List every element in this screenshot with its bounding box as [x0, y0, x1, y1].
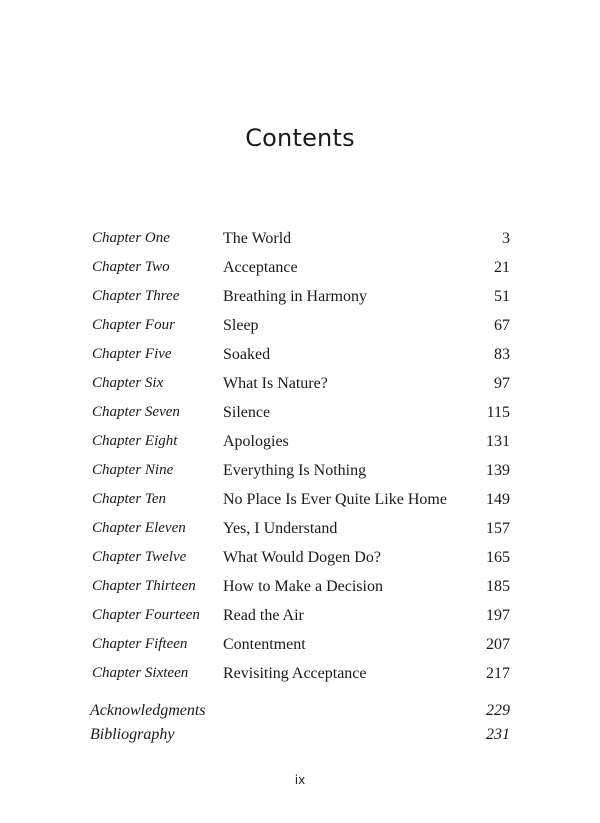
- chapter-label: Chapter Sixteen: [92, 665, 189, 681]
- chapter-label: Chapter Five: [92, 346, 172, 362]
- toc-row: [92, 398, 510, 427]
- back-matter-title: Bibliography: [90, 726, 175, 743]
- chapter-title: Revisiting Acceptance: [223, 664, 367, 682]
- back-matter-row: [90, 699, 510, 723]
- chapter-page: 115: [486, 403, 510, 421]
- chapter-title: Acceptance: [223, 258, 298, 276]
- chapter-label: Chapter Fifteen: [92, 636, 188, 652]
- chapter-title: No Place Is Ever Quite Like Home: [223, 490, 447, 508]
- chapter-page: 149: [486, 490, 510, 508]
- page-number: ix: [294, 773, 306, 787]
- chapter-title: Sleep: [223, 316, 259, 334]
- chapter-label: Chapter One: [92, 230, 170, 246]
- chapter-page: 131: [486, 432, 510, 450]
- chapter-label: Chapter Seven: [92, 404, 180, 420]
- chapter-list: [92, 224, 510, 688]
- chapter-label: Chapter Nine: [92, 462, 174, 478]
- chapter-page: 185: [486, 577, 510, 595]
- chapter-page: 97: [494, 374, 510, 392]
- back-matter-page: 229: [486, 702, 510, 719]
- toc-row: [92, 369, 510, 398]
- chapter-label: Chapter Fourteen: [92, 607, 200, 623]
- toc-row: [92, 659, 510, 688]
- chapter-page: 83: [494, 345, 510, 363]
- toc-row: [92, 630, 510, 659]
- toc-row: [92, 572, 510, 601]
- chapter-page: 157: [486, 519, 510, 537]
- toc-row: [92, 224, 510, 253]
- chapter-page: 217: [486, 664, 510, 682]
- chapter-title: Everything Is Nothing: [223, 461, 367, 479]
- toc-row: [92, 427, 510, 456]
- chapter-title: Yes, I Understand: [223, 519, 338, 537]
- toc-row: [92, 311, 510, 340]
- toc-row: [92, 514, 510, 543]
- chapter-label: Chapter Three: [92, 288, 180, 304]
- back-matter-title: Acknowledgments: [90, 702, 206, 719]
- back-matter-row: [90, 723, 510, 747]
- chapter-label: Chapter Eight: [92, 433, 178, 449]
- chapter-page: 3: [502, 229, 510, 247]
- chapter-title: Soaked: [223, 345, 271, 363]
- chapter-page: 51: [494, 287, 510, 305]
- toc-row: [92, 282, 510, 311]
- chapter-label: Chapter Twelve: [92, 549, 187, 565]
- toc-row: [92, 340, 510, 369]
- chapter-page: 165: [486, 548, 510, 566]
- page-title: Contents: [245, 124, 355, 152]
- chapter-title: Silence: [223, 403, 271, 421]
- chapter-title: Breathing in Harmony: [223, 287, 367, 305]
- chapter-title: Contentment: [223, 635, 306, 653]
- toc-row: [92, 253, 510, 282]
- chapter-page: 67: [494, 316, 510, 334]
- chapter-label: Chapter Six: [92, 375, 164, 391]
- toc-row: [92, 456, 510, 485]
- chapter-page: 21: [494, 258, 510, 276]
- toc-row: [92, 543, 510, 572]
- chapter-page: 197: [486, 606, 510, 624]
- toc-row: [92, 485, 510, 514]
- chapter-label: Chapter Thirteen: [92, 578, 196, 594]
- chapter-label: Chapter Ten: [92, 491, 167, 507]
- chapter-page: 139: [486, 461, 510, 479]
- chapter-title: How to Make a Decision: [223, 577, 383, 595]
- chapter-title: Read the Air: [223, 606, 304, 624]
- back-matter-page: 231: [486, 726, 510, 743]
- chapter-title: What Would Dogen Do?: [223, 548, 381, 566]
- toc-row: [92, 601, 510, 630]
- chapter-title: What Is Nature?: [223, 374, 328, 392]
- chapter-title: The World: [223, 229, 292, 247]
- chapter-label: Chapter Four: [92, 317, 175, 333]
- chapter-title: Apologies: [223, 432, 289, 450]
- chapter-page: 207: [486, 635, 510, 653]
- chapter-label: Chapter Two: [92, 259, 170, 275]
- back-matter-list: [90, 699, 510, 747]
- chapter-label: Chapter Eleven: [92, 520, 186, 536]
